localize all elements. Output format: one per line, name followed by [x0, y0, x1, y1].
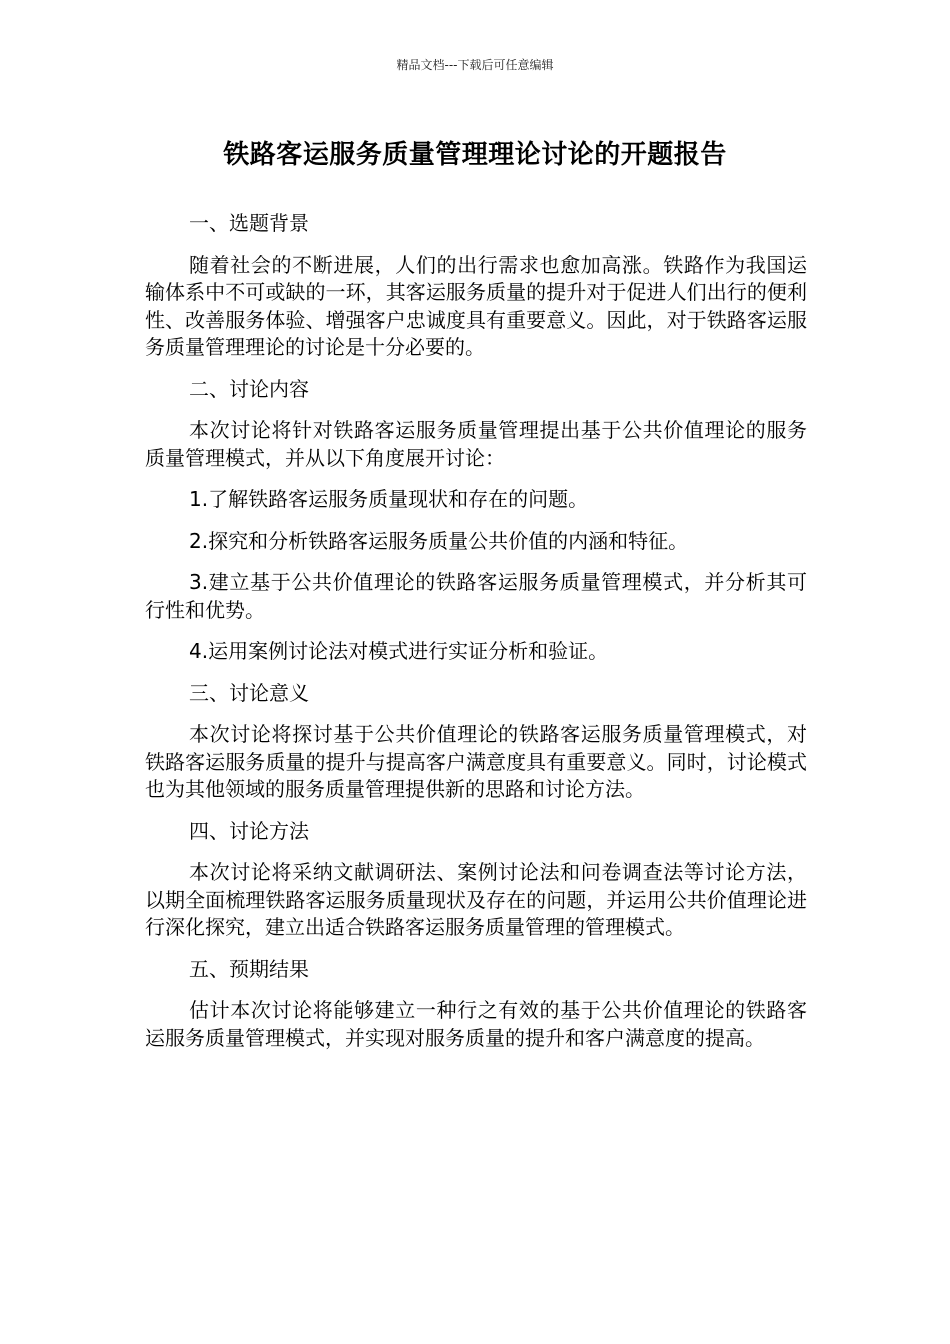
list-item-2: 2.探究和分析铁路客运服务质量公共价值的内涵和特征。 — [189, 528, 689, 553]
paragraph-expected-results: 估计本次讨论将能够建立一种行之有效的基于公共价值理论的铁路客运服务质量管理模式，并实现对服务质量的提升和客户满意度的提高。 — [145, 998, 807, 1050]
paragraph-background: 随着社会的不断进展，人们的出行需求也愈加高涨。铁路作为我国运输体系中不可或缺的一环，其客运服务质量的提升对于促进人们出行的便利性、改善服务体验、增强客户忠诚度具有重要意义。因此，对于铁路客运服务质量管理理论的讨论是十分必要的。 — [145, 252, 807, 359]
section-heading-content: 二、讨论内容 — [189, 376, 309, 401]
page-header-note: 精品文档---下载后可任意编辑 — [396, 58, 554, 72]
list-item-1: 1.了解铁路客运服务质量现状和存在的问题。 — [189, 487, 589, 511]
paragraph-content-intro: 本次讨论将针对铁路客运服务质量管理提出基于公共价值理论的服务质量管理模式，并从以下角度展开讨论： — [145, 418, 807, 470]
paragraph-significance: 本次讨论将探讨基于公共价值理论的铁路客运服务质量管理模式，对铁路客运服务质量的提升与提高客户满意度具有重要意义。同时，讨论模式也为其他领域的服务质量管理提供新的思路和讨论方法。 — [145, 722, 807, 801]
section-heading-background: 一、选题背景 — [189, 211, 309, 235]
document-title: 铁路客运服务质量管理理论讨论的开题报告 — [223, 140, 727, 170]
paragraph-method: 本次讨论将采纳文献调研法、案例讨论法和问卷调查法等讨论方法，以期全面梳理铁路客运服务质量现状及存在的问题，并运用公共价值理论进行深化探究，建立出适合铁路客运服务质量管理的管理模式。 — [145, 860, 807, 939]
document-body — [145, 210, 807, 1066]
list-item-3: 3.建立基于公共价值理论的铁路客运服务质量管理模式，并分析其可行性和优势。 — [145, 570, 807, 622]
section-heading-expected-results: 五、预期结果 — [189, 956, 309, 981]
list-item-4: 4.运用案例讨论法对模式进行实证分析和验证。 — [189, 639, 609, 663]
section-heading-method: 四、讨论方法 — [189, 818, 309, 843]
section-heading-significance: 三、讨论意义 — [189, 680, 309, 705]
